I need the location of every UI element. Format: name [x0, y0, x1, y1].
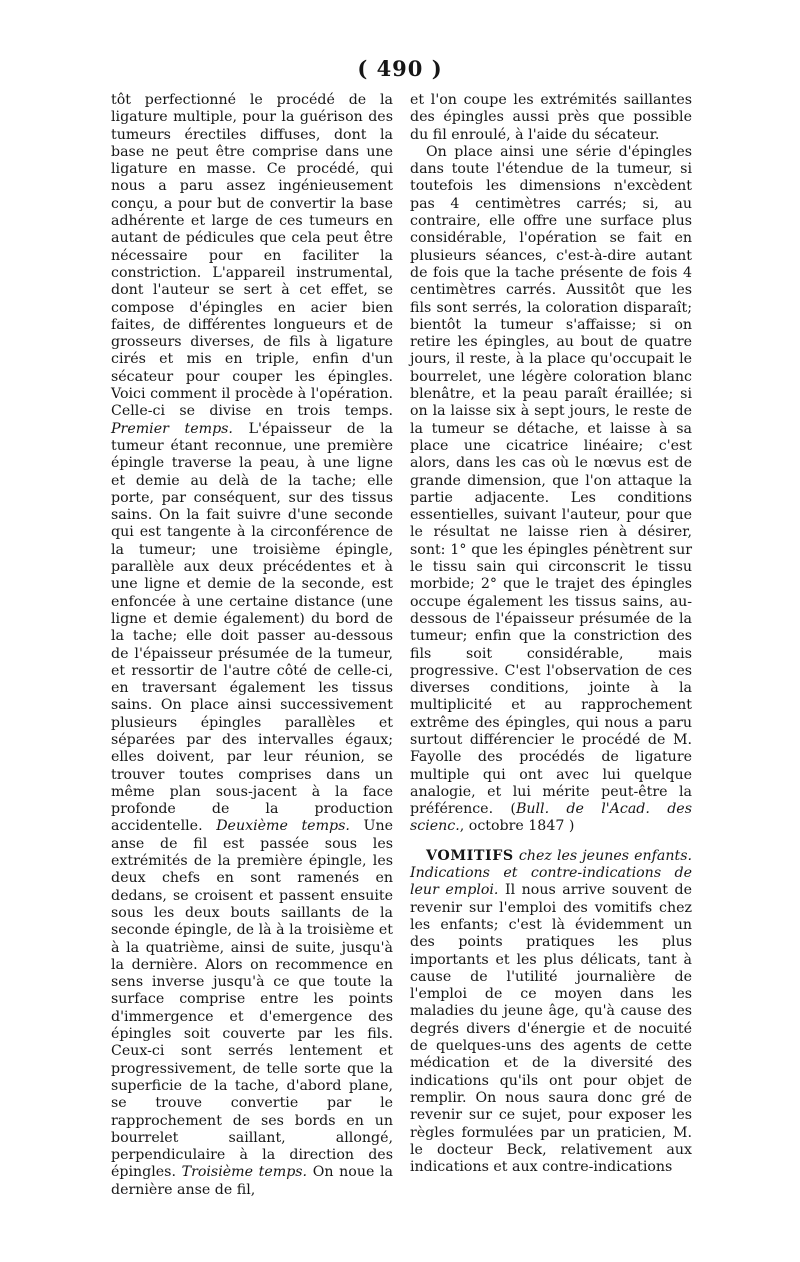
left-text-d: On noue la dernière anse de fil, — [111, 1164, 393, 1198]
section-subtitle: chez les jeunes enfants. Indications et contre-indications de leur emploi. — [410, 847, 692, 899]
third-time-label: Troisième temps. — [181, 1164, 308, 1181]
left-text-b: L'épaisseur de la tumeur étant reconnue, une première épingle traverse la peau, à une ligne et demie au delà de la tache; elle porte, par conséquent, sur des tissus sains. On la fait suivre d'une seconde qui est tangente à la circonférence de la tumeur; une troisième épingle, parallèle aux deux précédentes et à une ligne et demie de la seconde, est enfoncée à une certaine distance (une ligne et demie également) du bord de la tache; elle doit passer au-dessous de l'épaisseur présumée de la tumeur, et ressortir de l'autre côté de celle-ci, en traversant également les tissus sains. On place ainsi successivement plusieurs épingles parallèles et séparées par des intervalles égaux; elles doivent, par leur réunion, se trouver toutes comprises dans un même plan sous-jacent à la face profonde de la production accidentelle. — [111, 420, 393, 835]
page-number: ( 490 ) — [357, 56, 443, 81]
bulletin-reference: Bull. de l'Acad. des scienc. — [410, 801, 692, 835]
left-text-c: Une anse de fil est passée sous les extrémités de la première épingle, les deux chefs en sont ramenés en dedans, se croisent et passent ensuite sous les deux bouts saillants de la seconde épingle, de là à la troisième et à la quatrième, ainsi de suite, jusqu'à la dernière. Alors on recommence en sens inverse jusqu'à ce que toute la surface comprise entre les points d'immergence et d'emergence des épingles soit couverte par les fils. Ceux-ci sont serrés lentement et progressivement, de telle sorte que la superficie de la tache, d'abord plane, se trouve convertie par le rapprochement de ses bords en un bourrelet saillant, allongé, perpendiculaire à la direction des épingles. — [111, 818, 393, 1181]
left-column — [111, 92, 393, 1199]
vomitifs-section — [410, 848, 692, 1177]
first-time-label: Premier temps. — [111, 420, 233, 437]
section-body: Il nous arrive souvent de revenir sur l'emploi des vomitifs chez les enfants; c'est là évidemment un des points pratiques les plus importants et les plus délicats, tant à cause de l'utilité journalière de l'emploi de ce moyen dans les maladies du jeune âge, qu'à cause des degrés divers d'énergie et de nocuité de quelques-uns des agents de cette médication et de la diversité des indications qu'ils ont pour objet de remplir. On nous saura donc gré de revenir sur ce sujet, pour exposer les règles formulées par un praticien, M. le docteur Beck, relativement aux indications et aux contre-indications — [410, 882, 693, 1176]
right-paragraph-conditions — [410, 144, 692, 836]
left-text-a: tôt perfectionné le procédé de la ligature multiple, pour la guérison des tumeurs érectiles diffuses, dont la base ne peut être comprise dans une ligature en masse. Ce procédé, qui nous a paru assez ingénieusement conçu, a pour but de convertir la base adhérente et large de ces tumeurs en autant de pédicules que cela peut être nécessaire pour en faciliter la constriction. L'appareil instrumental, dont l'auteur se sert à cet effet, se compose d'épingles en acier bien faites, de différentes longueurs et de grosseurs diverses, de fils à ligature cirés et mis en triple, enfin d'un sécateur pour couper les épingles. Voici comment il procède à l'opération. Celle-ci se divise en trois temps. — [111, 92, 393, 420]
section-title: VOMITIFS — [426, 847, 514, 864]
second-time-label: Deuxième temps. — [216, 818, 350, 835]
left-paragraph — [111, 92, 393, 1199]
right-text-main: On place ainsi une série d'épingles dans toute l'étendue de la tumeur, si toutefois les dimensions n'excèdent pas 4 centimètres carrés; si, au contraire, elle offre une surface plus considérable, l'opération se fait en plusieurs séances, c'est-à-dire autant de fois que la tache présente de fois 4 centimètres carrés. Aussitôt que les fils sont serrés, la coloration disparaît; bientôt la tumeur s'affaisse; si on retire les épingles, au bout de quatre jours, il reste, à la place qu'occupait le bourrelet, une légère coloration blanc blenâtre, et la peau paraît éraillée; si on la laisse six à sept jours, le reste de la tumeur se détache, et laisse à sa place une cicatrice linéaire; c'est alors, dans les cas où le nœvus est de grande dimension, que l'on attaque la partie adjacente. Les conditions essentielles, suivant l'auteur, pour que le résultat ne laisse rien à désirer, sont: 1° que les épingles pénètrent sur le tissu sain qui circonscrit le tissu morbide; 2° que le trajet des épingles occupe également les tissus sains, au-dessous de l'épaisseur présumée de la tumeur; enfin que la constriction des fils soit considérable, mais progressive. C'est l'observation de ces diverses conditions, jointe à la multiplicité et au rapprochement extrême des épingles, qui nous a paru surtout différencier le procédé de M. Fayolle des procédés de ligature multiple qui ont avec lui quelque analogie, et lui mérite peut-être la préférence. ( — [410, 143, 692, 818]
right-paragraph-continuation: et l'on coupe les extrémités saillantes des épingles aussi près que possible du fil enroulé, à l'aide du sécateur. — [410, 92, 692, 143]
right-text-date: , octobre 1847 ) — [459, 818, 575, 835]
right-column — [410, 92, 692, 1176]
